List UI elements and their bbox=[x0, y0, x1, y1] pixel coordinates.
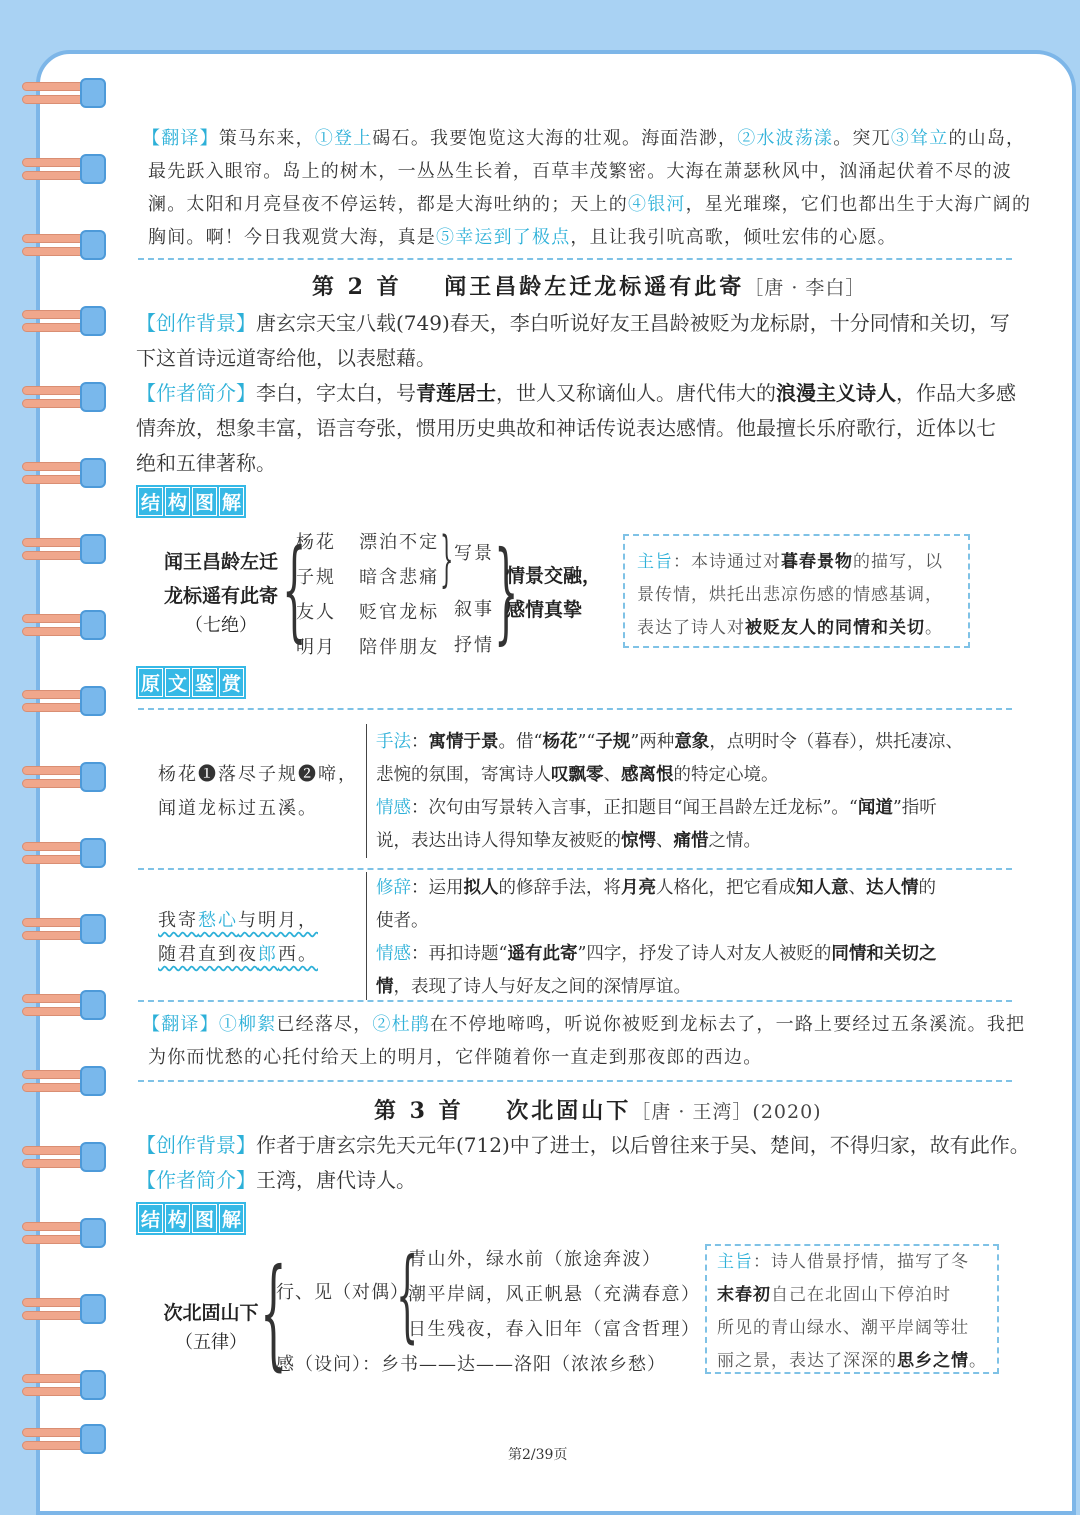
divider bbox=[138, 708, 1012, 710]
ring bbox=[22, 1212, 110, 1254]
ring bbox=[22, 1364, 110, 1406]
structure-badge: 结 构 图 解 bbox=[136, 485, 246, 518]
poem3-theme-box: 主旨：诗人借景抒情，描写了冬 末春初自己在北固山下停泊时 所见的青山绿水、潮平岸阔等壮 丽之景，表达了深深的思乡之情。 bbox=[705, 1244, 999, 1374]
poem2-heading: 第 2 首 闻王昌龄左迁龙标遥有此寄［唐 · 李白］ bbox=[312, 274, 866, 300]
ring bbox=[22, 1418, 110, 1460]
ring bbox=[22, 680, 110, 722]
divider bbox=[138, 1080, 1012, 1082]
ring bbox=[22, 908, 110, 950]
poem2-structure-diagram: 闻王昌龄左迁 龙标遥有此寄 （七绝） { 杨花 漂泊不定 子规 暗含悲痛 友人 贬官龙标 明月 陪伴朋友 } 写景 叙事 抒情 } 情景交融， 感情真挚 bbox=[156, 525, 616, 660]
brace-icon: } bbox=[440, 524, 454, 594]
ring bbox=[22, 1060, 110, 1102]
ring bbox=[22, 984, 110, 1026]
ring bbox=[22, 224, 110, 266]
page-number: 第2/39页 bbox=[508, 1447, 568, 1463]
poem2-background: 【创作背景】唐玄宗天宝八载(749)春天，李白听说好友王昌龄被贬为龙标尉，十分同情和关切，写 下这首诗远道寄给他，以表慰藉。 bbox=[136, 311, 1010, 370]
column-divider bbox=[366, 724, 367, 858]
brace-icon: } bbox=[494, 527, 519, 655]
ring bbox=[22, 72, 110, 114]
column-divider bbox=[366, 872, 367, 1000]
structure-badge: 结 构 图 解 bbox=[136, 1202, 246, 1235]
poem3-heading: 第 3 首 次北固山下［唐 · 王湾］(2020) bbox=[374, 1098, 822, 1124]
ring bbox=[22, 1136, 110, 1178]
translation-label: 【翻译】 bbox=[142, 128, 219, 149]
top-translation: 【翻译】策马东来，①登上碣石。我要饱览这大海的壮观。海面浩渺，②水波荡漾。突兀③耸立的山岛， 最先跃入眼帘。岛上的树木，一丛丛生长着，百草丰茂繁密。大海在萧瑟秋风中，汹涌起伏着不尽的波 澜。太阳和月亮昼夜不停运转，都是大海吐纳的；天上的④银河，星光璀璨，它们也都出生于大海广阔的 胸间。啊！今日我观赏大海，真是⑤幸运到了极点，且让我引吭高歌，倾吐宏伟的心愿。 bbox=[142, 128, 1032, 248]
analysis-couplet-1: 手法：寓情于景。借“杨花”“子规”两种意象，点明时令（暮春），烘托凄凉、 悲惋的氛围，寄寓诗人叹飘零、感离恨的特定心境。 情感：次句由写景转入言事，正扣题目“闻王昌龄左迁龙标”。“闻道”指听 说，表达出诗人得知挚友被贬的惊愕、痛惜之情。 bbox=[376, 732, 964, 851]
ring bbox=[22, 528, 110, 570]
ring bbox=[22, 832, 110, 874]
poem2-translation: 【翻译】①柳絮已经落尽，②杜鹃在不停地啼鸣，听说你被贬到龙标去了，一路上要经过五条溪流。我把 为你而忧愁的心托付给天上的明月，它伴随着你一直走到那夜郎的西边。 bbox=[142, 1014, 1026, 1068]
original-badge: 原 文 鉴 赏 bbox=[136, 666, 246, 699]
verse-couplet-2: 我寄愁心与明月， 随君直到夜郎西。 bbox=[158, 910, 318, 965]
poem2-theme-box: 主旨：本诗通过对暮春景物的描写，以 景传情，烘托出悲凉伤感的情感基调， 表达了诗人对被贬友人的同情和关切。 bbox=[623, 534, 970, 648]
analysis-couplet-2: 修辞：运用拟人的修辞手法，将月亮人格化，把它看成知人意、达人情的 使者。 情感：再扣诗题“遥有此寄”四字，抒发了诗人对友人被贬的同情和关切之 情，表现了诗人与好友之间的深情厚谊。 bbox=[376, 878, 937, 997]
poem3-structure-diagram: 次北固山下 （五律） { 行、见（对偶） { 青山外，绿水前（旅途奔波） 潮平岸阔，风正帆悬（充满春意） 日生残夜，春入旧年（富含哲理） 感（设问）：乡书——达——洛阳（浓浓乡愁） bbox=[163, 1236, 701, 1383]
ring bbox=[22, 376, 110, 418]
ring bbox=[22, 452, 110, 494]
divider bbox=[138, 868, 1012, 870]
divider bbox=[138, 1000, 1012, 1002]
ring bbox=[22, 148, 110, 190]
brace-icon: { bbox=[282, 525, 307, 653]
poem3-background: 【创作背景】作者于唐玄宗先天元年(712)中了进士，以后曾往来于吴、楚间，不得归家，故有此作。 【作者简介】王湾，唐代诗人。 bbox=[136, 1133, 1030, 1192]
verse-couplet-1: 杨花❶落尽子规❷啼， 闻道龙标过五溪。 bbox=[158, 764, 358, 819]
brace-icon: { bbox=[396, 1236, 419, 1353]
ring bbox=[22, 1288, 110, 1330]
ring bbox=[22, 756, 110, 798]
ring bbox=[22, 300, 110, 342]
ring bbox=[22, 604, 110, 646]
brace-icon: { bbox=[260, 1244, 287, 1383]
divider bbox=[138, 258, 1012, 260]
poem2-author: 【作者简介】李白，字太白，号青莲居士，世人又称谪仙人。唐代伟大的浪漫主义诗人，作品大多感 情奔放，想象丰富，语言夸张，惯用历史典故和神话传说表达感情。他最擅长乐府歌行，近体以七 绝和五律著称。 bbox=[136, 381, 1016, 475]
